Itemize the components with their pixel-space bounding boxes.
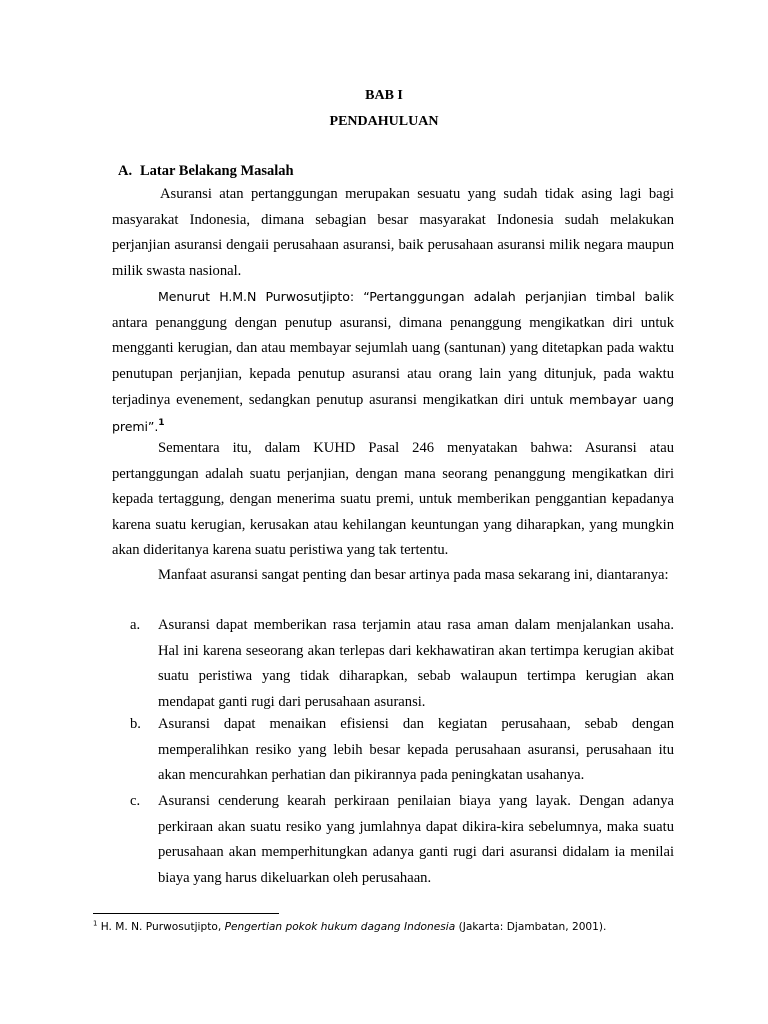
paragraph-1: Asuransi atan pertanggungan merupakan sesuatu yang sudah tidak asing lagi bagi masyarakat Indonesia, dimana sebagian besar masyarakat Indonesia sudah melakukan perjanjian asuransi dengaii perusahaan asuransi, baik perusahaan asuransi milik negara maupun milik swasta nasional. (112, 186, 674, 279)
footnote-separator (93, 913, 279, 914)
list-item-text: Asuransi cenderung kearah perkiraan penilaian biaya yang layak. Dengan adanya perkiraan akan suatu resiko yang jumlahnya dapat dikira-kira sebelumnya, maka suatu perusahaan akan memperhitungkan adanya ganti rugi dari asuransi didalam ia menilai biaya yang harus dikeluarkan oleh perusahaan. (158, 793, 674, 886)
chapter-title: PENDAHULUAN (329, 114, 439, 129)
list-item-label: c. (130, 793, 141, 809)
list-item-label: a. (130, 617, 141, 633)
quote-lead: Menurut H.M.N Purwosutjipto: “Pertanggungan adalah perjanjian timbal balik (158, 289, 674, 304)
footnote-author: H. M. N. Purwosutjipto, (97, 921, 225, 933)
paragraph-2 (112, 284, 674, 440)
paragraph-3: Sementara itu, dalam KUHD Pasal 246 menyatakan bahwa: Asuransi atau pertanggungan adalah suatu perjanjian, dengan mana seorang penanggung mengikatkan diri kepada tertaggung, dengan menerima suatu premi, untuk memberikan penggantian kepadanya karena suatu kerugian, kerusakan atau kehilangan keuntungan yang diharapkan, yang mungkin akan dideritanya karena suatu peristiwa yang tak tertentu. (112, 440, 674, 558)
quote-end: membayar uang premi”. (112, 392, 674, 434)
footnote-reference: 1 (158, 417, 165, 428)
list-item-text: Asuransi dapat memberikan rasa terjamin atau rasa aman dalam menjalankan usaha. Hal ini karena seseorang akan terlepas dari kekhawatiran akan tertimpa kerugian akibat suatu peristiwa yang tidak diharapkan, sebab walaupun tertimpa kerugian akan mendapat ganti rugi dari perusahaan asuransi. (158, 617, 674, 710)
footnote-book-title: Pengertian pokok hukum dagang Indonesia (224, 921, 456, 933)
footnote (93, 920, 693, 934)
footnote-publication: (Jakarta: Djambatan, 2001). (455, 921, 607, 933)
chapter-number: BAB I (365, 88, 403, 103)
section-marker: A. (118, 163, 133, 179)
section-title: Latar Belakang Masalah (140, 163, 294, 179)
list-item-label: b. (130, 716, 141, 732)
quote-body: antara penanggung dengan penutup asuransi, dimana penanggung mengikatkan diri untuk mengganti kerugian, dan atau membayar sejumlah uang (santunan) yang ditetapkan pada waktu penutupan perjanjian, kepada penutup asuransi atau orang lain yang ditunjuk, pada waktu terjadinya evenement, sedangkan penutup asuransi mengikatkan diri untuk (112, 314, 674, 408)
paragraph-4: Manfaat asuransi sangat penting dan besar artinya pada masa sekarang ini, diantaranya: (158, 567, 669, 583)
footnote-number: 1 (93, 919, 98, 928)
list-item-text: Asuransi dapat menaikan efisiensi dan kegiatan perusahaan, sebab dengan memperalihkan resiko yang lebih besar kepada perusahaan asuransi, perusahaan itu akan mencurahkan perhatian dan pikirannya pada peningkatan usahanya. (158, 716, 674, 783)
section-heading (118, 163, 294, 180)
